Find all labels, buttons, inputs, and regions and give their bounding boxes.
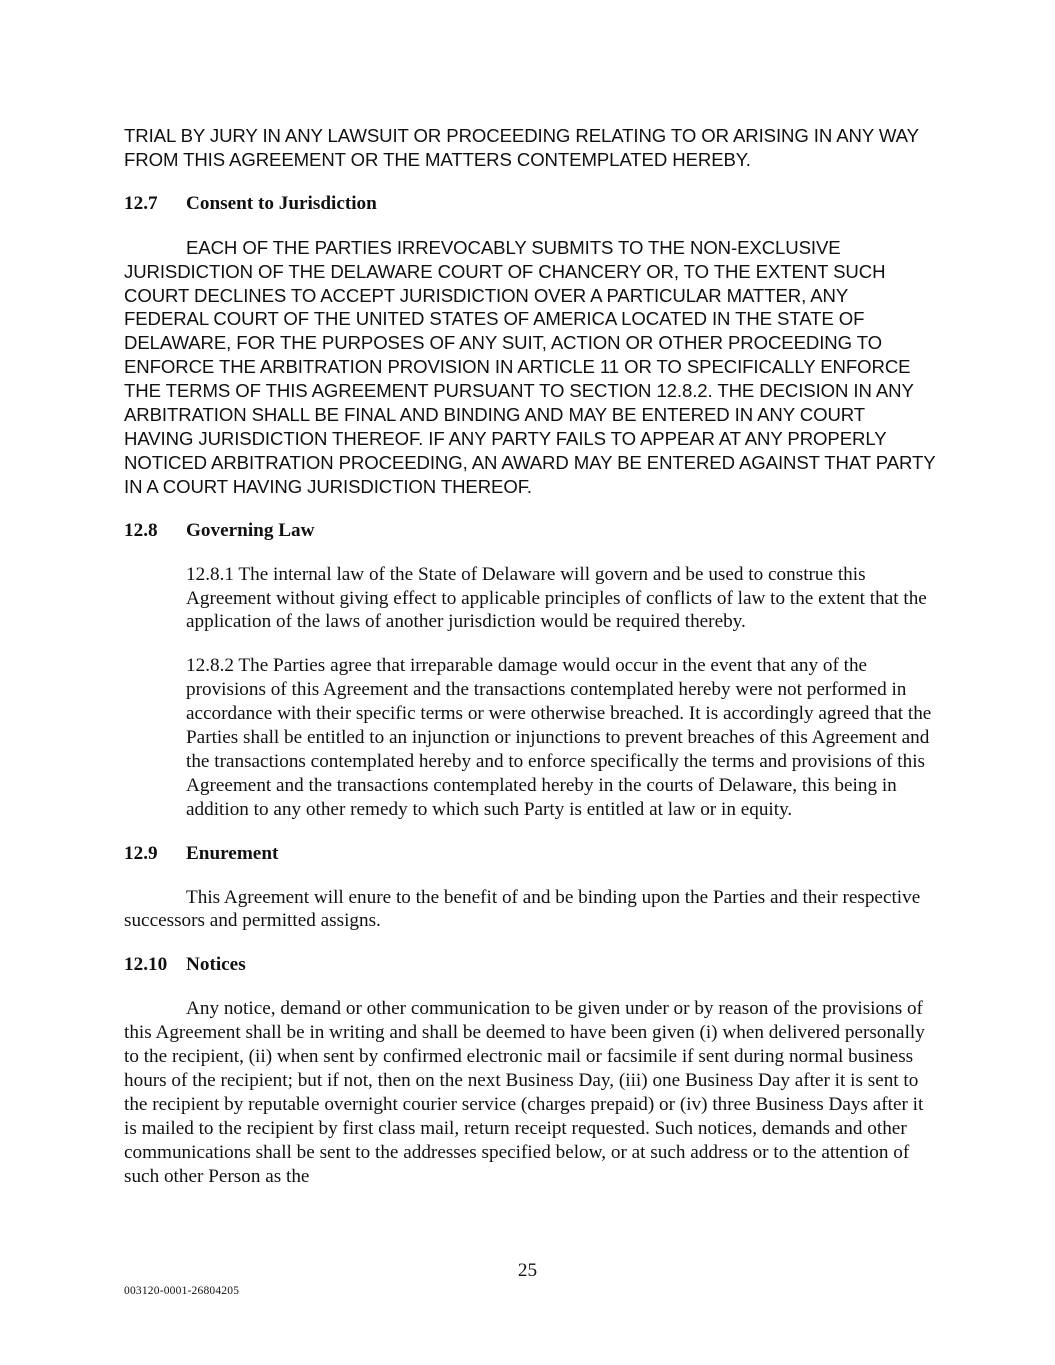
section-heading-12-8 [124, 519, 936, 543]
section-title: Consent to Jurisdiction [186, 192, 377, 214]
governing-law-paragraph-2: 12.8.2 The Parties agree that irreparable damage would occur in the event that any of the provisions of this Agreement and the transactions contemplated hereby were not performed in accordance with their specific terms or were otherwise breached. It is accordingly agreed that the Parties shall be entitled to an injunction or injunctions to prevent breaches of this Agreement and the transactions contemplated hereby and to enforce specifically the terms and provisions of this Agreement and the transactions contemplated hereby in the courts of Delaware, this being in addition to any other remedy to which such Party is entitled at law or in equity. [186, 655, 932, 820]
waiver-paragraph: TRIAL BY JURY IN ANY LAWSUIT OR PROCEEDING RELATING TO OR ARISING IN ANY WAY FROM THIS AGREEMENT OR THE MATTERS CONTEMPLATED HEREBY. [124, 125, 919, 170]
governing-law-paragraph-1: 12.8.1 The internal law of the State of Delaware will govern and be used to construe this Agreement without giving effect to applicable principles of conflicts of law to the extent that the application of the laws of another jurisdiction would be required thereby. [186, 563, 927, 633]
section-number: 12.9 [124, 842, 158, 864]
section-number: 12.7 [124, 192, 158, 214]
section-number: 12.10 [124, 954, 168, 976]
notices-paragraph: Any notice, demand or other communication to be given under or by reason of the provisions of this Agreement shall be in writing and shall be deemed to have been given (i) when delivered personally to the recipient, (ii) when sent by confirmed electronic mail or facsimile if sent during normal business hours of the recipient; but if not, then on the next Business Day, (iii) one Business Day after it is sent to the recipient by reputable overnight courier service (charges prepaid) or (iv) three Business Days after it is mailed to the recipient by first class mail, return receipt requested. Such notices, demands and other communications shall be sent to the addresses specified below, or at such address or to the attention of such other Person as the [124, 998, 925, 1187]
jurisdiction-paragraph: EACH OF THE PARTIES IRREVOCABLY SUBMITS TO THE NON-EXCLUSIVE JURISDICTION OF THE DELAWARE COURT OF CHANCERY OR, TO THE EXTENT SUCH COURT DECLINES TO ACCEPT JURISDICTION OVER A PARTICULAR MATTER, ANY FEDERAL COURT OF THE UNITED STATES OF AMERICA LOCATED IN THE STATE OF DELAWARE, FOR THE PURPOSES OF ANY SUIT, ACTION OR OTHER PROCEEDING TO ENFORCE THE ARBITRATION PROVISION IN ARTICLE 11 OR TO SPECIFICALLY ENFORCE THE TERMS OF THIS AGREEMENT PURSUANT TO SECTION 12.8.2. THE DECISION IN ANY ARBITRATION SHALL BE FINAL AND BINDING AND MAY BE ENTERED IN ANY COURT HAVING JURISDICTION THEREOF. IF ANY PARTY FAILS TO APPEAR AT ANY PROPERLY NOTICED ARBITRATION PROCEEDING, AN AWARD MAY BE ENTERED AGAINST THAT PARTY IN A COURT HAVING JURISDICTION THEREOF. [124, 236, 936, 497]
section-title: Notices [186, 954, 246, 976]
document-page [124, 124, 936, 1189]
page-number: 25 [517, 1260, 538, 1281]
document-id: 003120-0001-26804205 [124, 1285, 240, 1297]
section-title: Enurement [186, 842, 279, 864]
section-heading-12-9 [124, 842, 936, 866]
section-heading-12-10 [124, 953, 936, 977]
enurement-paragraph: This Agreement will enure to the benefit of and be binding upon the Parties and their respective successors and permitted assigns. [124, 886, 921, 932]
section-number: 12.8 [124, 519, 158, 541]
section-title: Governing Law [186, 519, 315, 541]
section-heading-12-7 [124, 192, 936, 216]
